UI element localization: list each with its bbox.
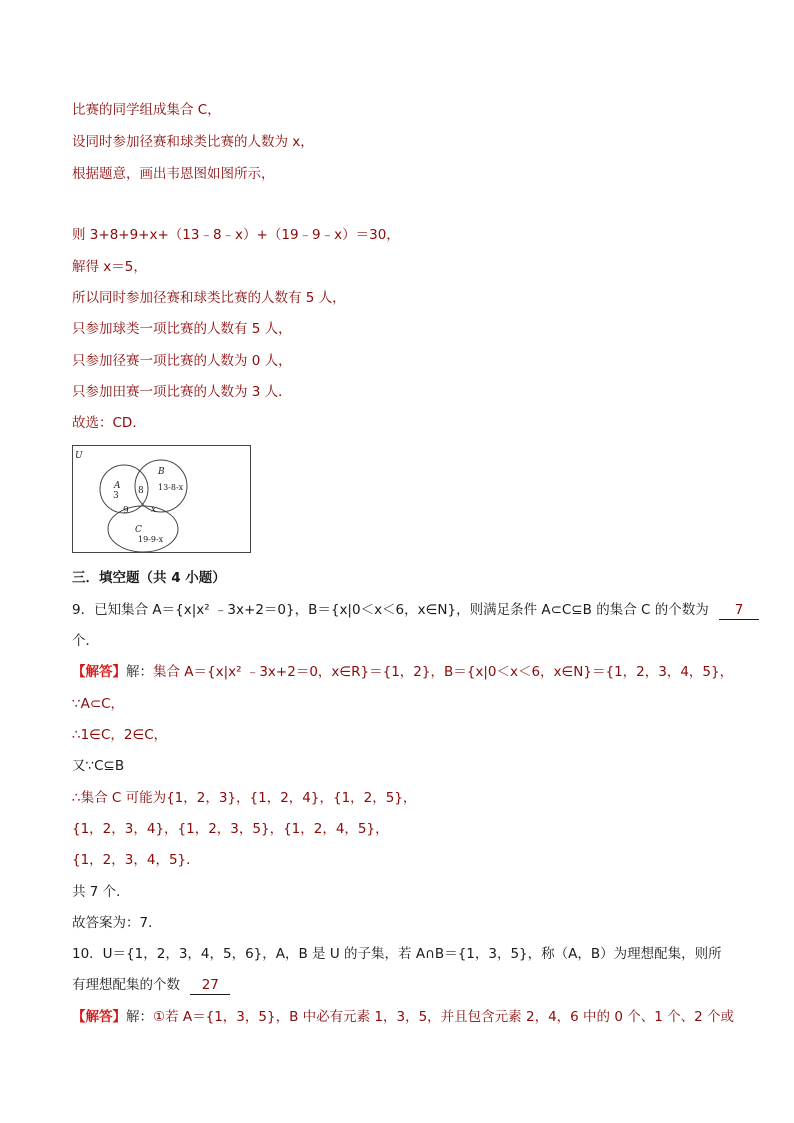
- q9-stem-text: 9．已知集合 A＝{x|x² ﹣3x+2＝0}，B＝{x|0＜x＜6，x∈N}，则满足条件 A⊂C⊆B 的集合 C 的个数为: [72, 602, 709, 618]
- q10-stem-2: [72, 976, 230, 995]
- solution-line: 则 3+8+9+x+（13﹣8﹣x）+（19﹣9﹣x）＝30，: [72, 227, 400, 243]
- bc-overlap-value: x: [151, 505, 157, 515]
- section-heading: 三．填空题（共 4 小题）: [72, 570, 226, 586]
- set-c-label: C: [135, 525, 142, 535]
- solution-line: 所以同时参加径赛和球类比赛的人数有 5 人，: [72, 290, 346, 306]
- solution-line: 根据题意，画出韦恩图如图所示，: [72, 166, 275, 182]
- q9-stem: [72, 601, 759, 620]
- universe-label: U: [75, 451, 83, 461]
- set-b-label: B: [158, 467, 165, 477]
- q10-stem: 10．U＝{1，2，3，4，5，6}，A，B 是 U 的子集，若 A∩B＝{1，3，5}，称（A，B）为理想配集，则所: [72, 946, 722, 962]
- set-b-value: 13-8-x: [158, 483, 184, 492]
- ab-overlap-value: 8: [138, 486, 144, 496]
- q10-answer: 27: [190, 976, 230, 995]
- q9-step: ∵A⊂C，: [72, 696, 125, 712]
- q10-stem-text: 有理想配集的个数: [72, 977, 180, 993]
- q9-final-answer: 故答案为：7．: [72, 915, 162, 931]
- set-a-value: 3: [113, 491, 119, 501]
- solution-line: 设同时参加径赛和球类比赛的人数为 x，: [72, 134, 314, 150]
- q9-step: ∴1∈C，2∈C，: [72, 727, 168, 743]
- set-a-label: A: [114, 481, 121, 491]
- q9-step: ∴集合 C 可能为{1，2，3}，{1，2，4}，{1，2，5}，: [72, 790, 417, 806]
- answer-tag: 【解答】: [72, 1009, 126, 1025]
- jie-label: 解：: [126, 1009, 153, 1025]
- q9-answer: 7: [719, 601, 759, 620]
- q10-solution-line: [72, 1008, 734, 1026]
- solution-line: 解得 x＝5，: [72, 259, 147, 275]
- ac-overlap-value: 9: [123, 506, 129, 516]
- q9-step: 又∵C⊆B: [72, 758, 125, 774]
- solution-line: 比赛的同学组成集合 C，: [72, 102, 221, 118]
- set-c-ellipse: [108, 506, 178, 552]
- solution-line: 只参加球类一项比赛的人数有 5 人，: [72, 321, 292, 337]
- answer-tag: 【解答】: [72, 664, 126, 680]
- q9-step: {1，2，3，4}，{1，2，3，5}，{1，2，4，5}，: [72, 821, 389, 837]
- jie-label: 解：: [126, 664, 153, 680]
- solution-line: 只参加田赛一项比赛的人数为 3 人．: [72, 384, 292, 400]
- venn-diagram: [72, 445, 252, 555]
- set-c-value: 19-9-x: [138, 535, 164, 544]
- q9-step: 集合 A＝{x|x² ﹣3x+2＝0，x∈R}＝{1，2}，B＝{x|0＜x＜6，x∈N}＝{1，2，3，4，5}，: [153, 664, 734, 680]
- q9-step: {1，2，3，4，5}．: [72, 852, 200, 868]
- q9-stem-end: 个．: [72, 633, 99, 649]
- q10-step: ①若 A＝{1，3，5}，B 中必有元素 1，3，5，并且包含元素 2，4，6 中的 0 个、1 个、2 个或: [153, 1009, 734, 1025]
- solution-line: 故选：CD．: [72, 415, 146, 431]
- solution-line: 只参加径赛一项比赛的人数为 0 人，: [72, 353, 292, 369]
- q9-step: 共 7 个．: [72, 884, 130, 900]
- q9-solution-line: [72, 663, 733, 681]
